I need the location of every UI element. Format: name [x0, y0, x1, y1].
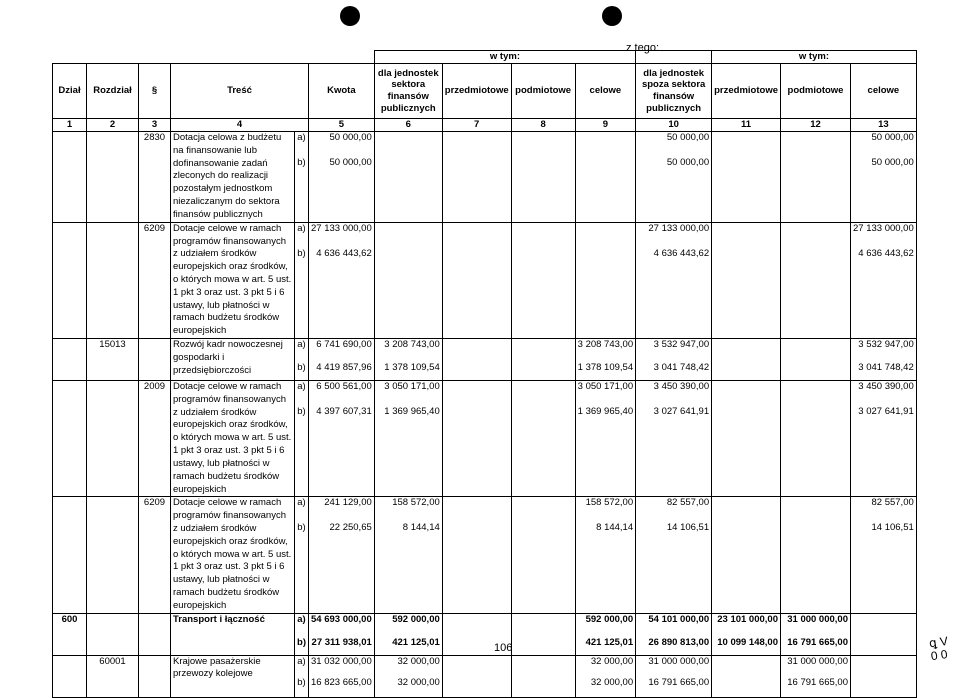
spoza-a: 3 532 947,00: [653, 339, 710, 350]
header-row-top: [53, 51, 917, 64]
sektor-b: 8 144,14: [402, 522, 440, 534]
kwota-a: 54 693 000,00: [311, 613, 372, 625]
dzial-cell: 600: [53, 613, 87, 655]
col-number: 3: [139, 119, 171, 132]
celowe1-a: 32 000,00: [590, 655, 634, 667]
spoza-b: 4 636 443,62: [653, 247, 710, 259]
paragraf-cell: 2009: [139, 381, 171, 497]
row-label-a: a): [297, 339, 306, 350]
scan-hole-left: [340, 6, 360, 26]
kwota-a: 50 000,00: [329, 132, 372, 143]
spoza-a: 50 000,00: [666, 132, 710, 143]
spoza-b: 3 027 641,91: [653, 406, 710, 417]
kwota-b: 4 397 607,31: [316, 406, 372, 417]
przedm2-a: 23 101 000,00: [717, 613, 778, 625]
sektor-b: 421 125,01: [392, 636, 440, 648]
row-label-b: b): [297, 247, 306, 259]
podm2-a: 31 000 000,00: [787, 655, 848, 667]
table-row: [53, 222, 917, 338]
spoza-a: 31 000 000,00: [648, 655, 710, 667]
celowe1-b: 8 144,14: [596, 522, 634, 534]
rozdzial-cell: 60001: [87, 655, 139, 697]
spoza-b: 14 106,51: [666, 522, 710, 534]
spoza-b: 16 791 665,00: [648, 676, 710, 688]
col-sektor-header: dla jednostek sektora finansów publicznych: [374, 64, 442, 119]
tresc-cell: Krajowe pasażerskie przewozy kolejowe: [171, 655, 295, 697]
scan-hole-right: [602, 6, 622, 26]
row-label-a: a): [297, 381, 306, 392]
col-podmiotowe-2-header: podmiotowe: [781, 64, 851, 119]
celowe2-a: 3 450 390,00: [858, 381, 914, 392]
celowe1-a: 158 572,00: [585, 497, 634, 509]
spoza-a: 27 133 000,00: [648, 222, 710, 234]
kwota-b: 4 636 443,62: [316, 247, 372, 259]
table-row: [53, 132, 917, 223]
col-number: 5: [309, 119, 375, 132]
spoza-b: 50 000,00: [666, 157, 710, 168]
row-label-a: a): [297, 222, 306, 234]
celowe2-a: 50 000,00: [871, 132, 914, 143]
col-number: 6: [374, 119, 442, 132]
col-number: 11: [712, 119, 781, 132]
col-tresc-header: Treść: [171, 64, 309, 119]
celowe2-b: 3 041 748,42: [858, 362, 914, 373]
kwota-a: 6 500 561,00: [316, 381, 372, 392]
kwota-a: 27 133 000,00: [311, 222, 372, 234]
page-number: 106: [494, 642, 513, 654]
kwota-a: 241 129,00: [324, 497, 372, 509]
table-row: [53, 381, 917, 497]
sektor-b: 1 369 965,40: [384, 406, 440, 417]
tresc-cell: Dotacja celowa z budżetu na finansowanie lub dofinansowanie zadań zleconych do realizacji pozostałym jednostkom niezaliczanym do sektora finansów publicznych: [171, 132, 295, 223]
col-number: 1: [53, 119, 87, 132]
row-label-a: a): [297, 497, 306, 509]
col-rozdzial-header: Rozdział: [87, 64, 139, 119]
spoza-a: 54 101 000,00: [648, 613, 710, 625]
spoza-a: 82 557,00: [666, 497, 710, 509]
col-number: 2: [87, 119, 139, 132]
podm2-b: 16 791 665,00: [787, 676, 848, 688]
podm2-b: 16 791 665,00: [787, 636, 848, 648]
col-przedmiotowe-1-header: przedmiotowe: [442, 64, 511, 119]
col-kwota-header: Kwota: [309, 64, 375, 119]
sektor-a: 3 208 743,00: [384, 339, 440, 350]
col-podmiotowe-1-header: podmiotowe: [511, 64, 575, 119]
col-paragraf-header: §: [139, 64, 171, 119]
sektor-a: 32 000,00: [397, 655, 440, 667]
kwota-b: 50 000,00: [329, 157, 372, 168]
paragraf-cell: 2830: [139, 132, 171, 223]
celowe1-b: 1 369 965,40: [577, 406, 634, 417]
row-label-a: a): [297, 132, 306, 143]
przedm2-b: 10 099 148,00: [717, 636, 778, 648]
row-label-b: b): [297, 406, 306, 417]
celowe1-a: 3 208 743,00: [577, 339, 634, 350]
header-row-numbers: [53, 119, 917, 132]
podm2-a: 31 000 000,00: [787, 613, 848, 625]
kwota-b: 27 311 938,01: [311, 636, 372, 648]
col-dzial-header: Dział: [53, 64, 87, 119]
col-celowe-1-header: celowe: [575, 64, 635, 119]
col-number: 4: [171, 119, 309, 132]
col-celowe-2-header: celowe: [851, 64, 917, 119]
row-label-b: b): [297, 362, 306, 373]
budget-table: [52, 50, 917, 698]
celowe2-a: 82 557,00: [871, 497, 914, 509]
col-spoza-header: dla jednostek spoza sektora finansów publicznych: [636, 64, 712, 119]
col-przedmiotowe-2-header: przedmiotowe: [712, 64, 781, 119]
tresc-cell: Dotacje celowe w ramach programów finansowanych z udziałem środków europejskich oraz środków, o których mowa w art. 5 ust. 1 pkt 3 oraz ust. 3 pkt 5 i 6 ustawy, lub płatności w ramach budżetu środków europejskich: [171, 222, 295, 338]
celowe2-a: 27 133 000,00: [853, 222, 914, 234]
row-label-b: b): [297, 676, 306, 688]
celowe2-b: 4 636 443,62: [858, 247, 914, 259]
celowe1-b: 421 125,01: [585, 636, 634, 648]
tresc-cell: Dotacje celowe w ramach programów finansowanych z udziałem środków europejskich oraz środków, o których mowa w art. 5 ust. 1 pkt 3 oraz ust. 3 pkt 5 i 6 ustawy, lub płatności w ramach budżetu środków europejskich: [171, 497, 295, 613]
col-number: 13: [851, 119, 917, 132]
paragraf-cell: 6209: [139, 497, 171, 613]
spoza-b: 3 041 748,42: [653, 362, 710, 373]
kwota-b: 4 419 857,96: [316, 362, 372, 373]
celowe2-a: 3 532 947,00: [858, 339, 914, 350]
margin-handwritten-note: ꝗ V 0 0: [928, 633, 949, 664]
row-label-b: b): [297, 157, 306, 168]
sektor-a: 158 572,00: [392, 497, 440, 509]
celowe1-b: 1 378 109,54: [577, 362, 634, 373]
w-tym-left-label: w tym:: [374, 51, 635, 64]
row-label-a: a): [297, 655, 306, 667]
celowe1-b: 32 000,00: [590, 676, 634, 688]
col-number: 8: [511, 119, 575, 132]
spoza-b: 26 890 813,00: [648, 636, 710, 648]
celowe1-a: 592 000,00: [585, 613, 634, 625]
sektor-b: 1 378 109,54: [384, 362, 440, 373]
w-tym-right-label: w tym:: [712, 51, 917, 64]
col-number: 7: [442, 119, 511, 132]
kwota-b: 16 823 665,00: [311, 676, 372, 688]
kwota-b: 22 250,65: [329, 522, 372, 534]
table-row: [53, 613, 917, 655]
sektor-b: 32 000,00: [397, 676, 440, 688]
celowe1-a: 3 050 171,00: [577, 381, 634, 392]
col-number: 9: [575, 119, 635, 132]
row-label-a: a): [297, 613, 306, 625]
celowe2-b: 14 106,51: [871, 522, 914, 534]
row-label-b: b): [297, 522, 306, 534]
paragraf-cell: 6209: [139, 222, 171, 338]
col-number: 10: [636, 119, 712, 132]
header-row-main: [53, 64, 917, 119]
z-tego-label: z tego:: [626, 42, 660, 54]
sektor-a: 3 050 171,00: [384, 381, 440, 392]
kwota-a: 6 741 690,00: [316, 339, 372, 350]
celowe2-b: 3 027 641,91: [858, 406, 914, 417]
tresc-cell: Dotacje celowe w ramach programów finansowanych z udziałem środków europejskich oraz środków, o których mowa w art. 5 ust. 1 pkt 3 oraz ust. 3 pkt 5 i 6 ustawy, lub płatności w ramach budżetu środków europejskich: [171, 381, 295, 497]
col-number: 12: [781, 119, 851, 132]
kwota-a: 31 032 000,00: [311, 655, 372, 667]
spoza-a: 3 450 390,00: [653, 381, 710, 392]
row-label-b: b): [297, 636, 306, 648]
tresc-cell: Transport i łączność: [171, 613, 295, 655]
celowe2-b: 50 000,00: [871, 157, 914, 168]
table-row: [53, 497, 917, 613]
tresc-cell: Rozwój kadr nowoczesnej gospodarki i przedsiębiorczości: [171, 339, 295, 381]
sektor-a: 592 000,00: [392, 613, 440, 625]
rozdzial-cell: 15013: [87, 339, 139, 381]
table-row: [53, 655, 917, 697]
table-row: [53, 339, 917, 381]
